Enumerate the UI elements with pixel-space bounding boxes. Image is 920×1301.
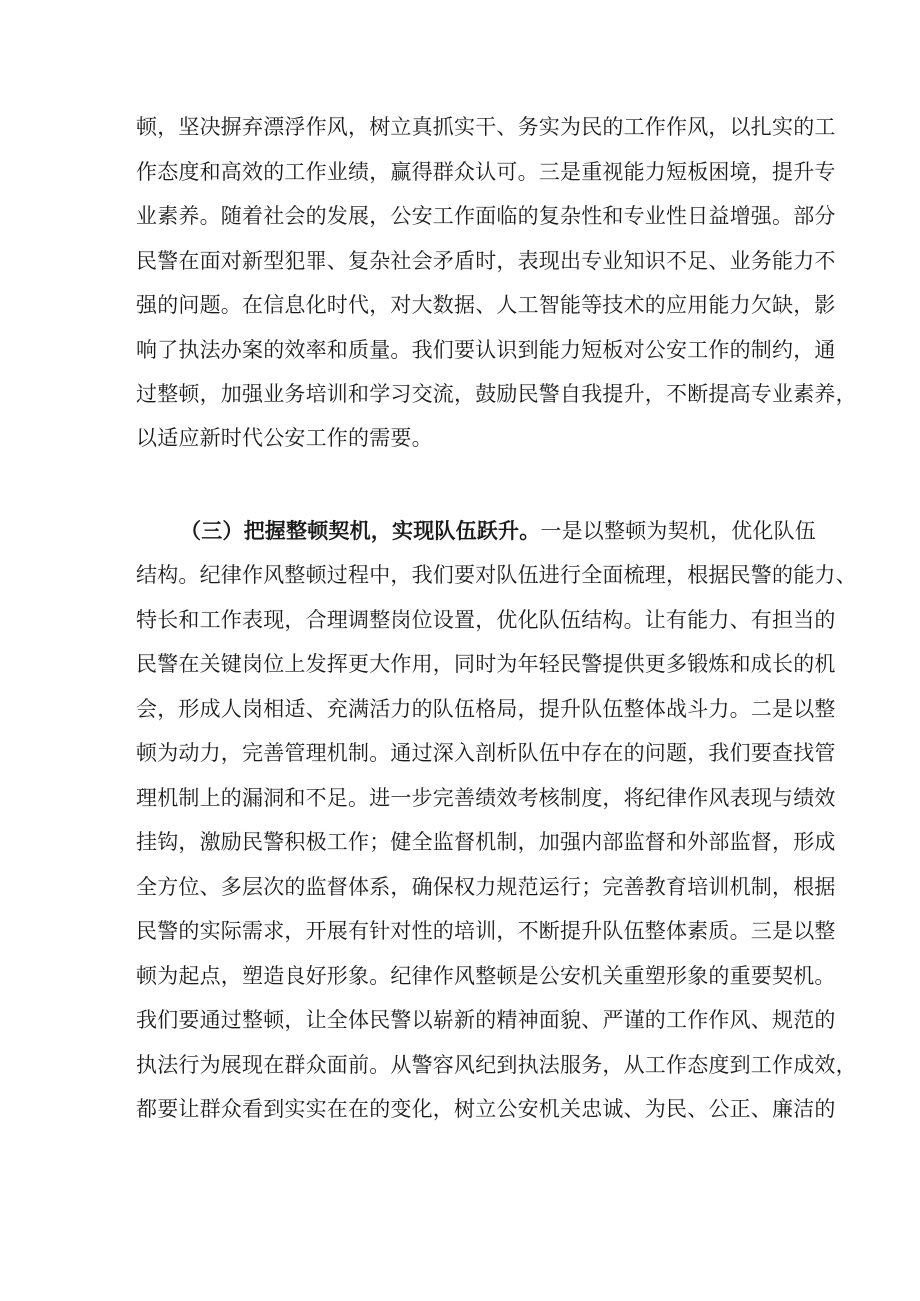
paragraph-2-line-3: 特长和工作表现，合理调整岗位设置，优化队伍结构。让有能力、有担当的 — [136, 608, 836, 632]
paragraph-2-first-line — [180, 511, 817, 551]
section-heading: （三）把握整顿契机，实现队伍跃升。 — [180, 518, 541, 543]
paragraph-2-line-4: 民警在关键岗位上发挥更大作用，同时为年轻民警提供更多锻炼和成长的机 — [136, 652, 836, 676]
paragraph-2-first-line-text: 一是以整顿为契机，优化队伍 — [540, 519, 817, 543]
paragraph-1-line-2: 作态度和高效的工作业绩，赢得群众认可。三是重视能力短板困境，提升专 — [136, 160, 836, 184]
paragraph-2-line-13: 执法行为展现在群众面前。从警容风纪到执法服务，从工作态度到工作成效， — [136, 1053, 857, 1077]
paragraph-1-line-7: 过整顿，加强业务培训和学习交流，鼓励民警自我提升，不断提高专业素养， — [136, 382, 857, 406]
paragraph-2-line-6: 顿为动力，完善管理机制。通过深入剖析队伍中存在的问题，我们要查找管 — [136, 741, 836, 765]
paragraph-2-line-14: 都要让群众看到实实在在的变化，树立公安机关忠诚、为民、公正、廉洁的 — [136, 1097, 836, 1121]
paragraph-2-line-11: 顿为起点，塑造良好形象。纪律作风整顿是公安机关重塑形象的重要契机。 — [136, 964, 836, 988]
paragraph-2-line-7: 理机制上的漏洞和不足。进一步完善绩效考核制度，将纪律作风表现与绩效 — [136, 786, 836, 810]
paragraph-1-line-1: 顿，坚决摒弃漂浮作风，树立真抓实干、务实为民的工作作风，以扎实的工 — [136, 115, 836, 139]
paragraph-2-line-10: 民警的实际需求，开展有针对性的培训，不断提升队伍整体素质。三是以整 — [136, 919, 836, 943]
paragraph-2-line-5: 会，形成人岗相适、充满活力的队伍格局，提升队伍整体战斗力。二是以整 — [136, 697, 836, 721]
paragraph-2-line-12: 我们要通过整顿，让全体民警以崭新的精神面貌、严谨的工作作风、规范的 — [136, 1008, 836, 1032]
paragraph-1-line-8: 以适应新时代公安工作的需要。 — [136, 426, 433, 450]
paragraph-1-line-5: 强的问题。在信息化时代，对大数据、人工智能等技术的应用能力欠缺，影 — [136, 293, 836, 317]
paragraph-1-line-3: 业素养。随着社会的发展，公安工作面临的复杂性和专业性日益增强。部分 — [136, 204, 836, 228]
paragraph-1-line-6: 响了执法办案的效率和质量。我们要认识到能力短板对公安工作的制约，通 — [136, 338, 836, 362]
paragraph-2-line-9: 全方位、多层次的监督体系，确保权力规范运行；完善教育培训机制，根据 — [136, 875, 836, 899]
paragraph-2-line-2: 结构。纪律作风整顿过程中，我们要对队伍进行全面梳理，根据民警的能力、 — [136, 563, 857, 587]
paragraph-1-line-4: 民警在面对新型犯罪、复杂社会矛盾时，表现出专业知识不足、业务能力不 — [136, 249, 836, 273]
paragraph-2-line-8: 挂钩，激励民警积极工作；健全监督机制，加强内部监督和外部监督，形成 — [136, 830, 836, 854]
